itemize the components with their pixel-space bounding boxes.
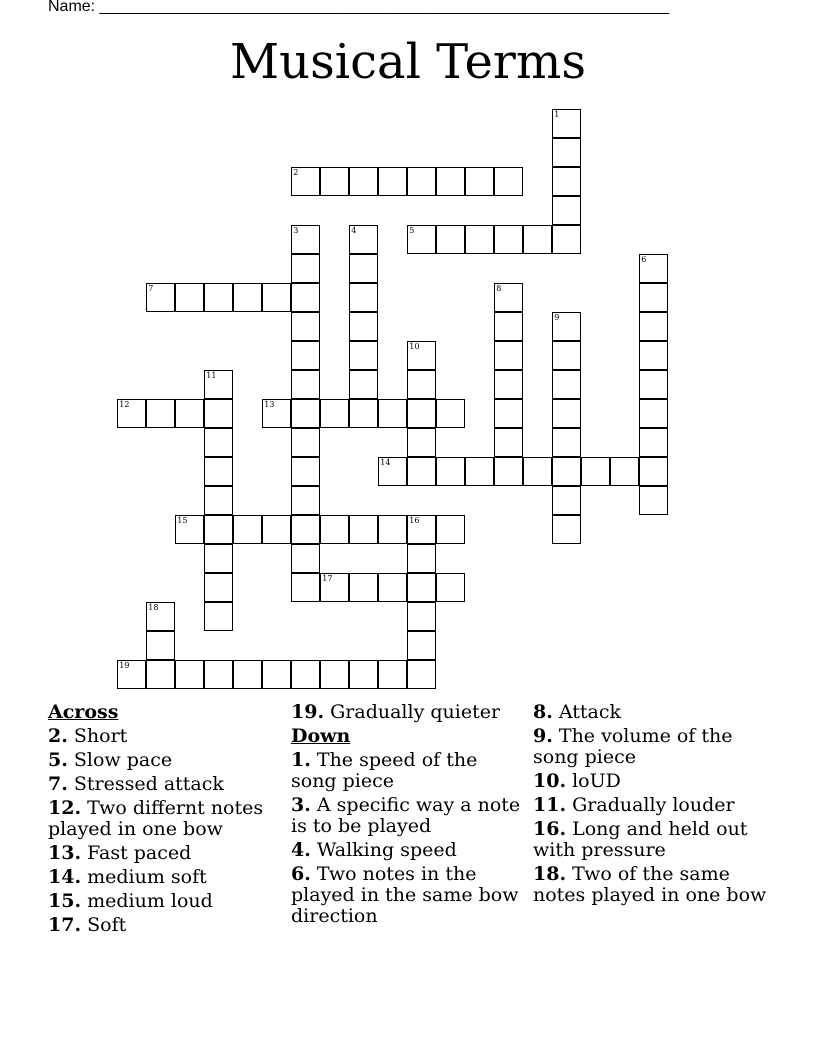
grid-cell[interactable] — [320, 399, 349, 428]
grid-cell[interactable] — [291, 399, 320, 428]
clue-number: 19. — [291, 701, 325, 723]
grid-cell[interactable] — [552, 167, 581, 196]
clue-item — [533, 726, 773, 768]
grid-cell[interactable] — [610, 457, 639, 486]
grid-cell[interactable] — [233, 283, 262, 312]
grid-cell[interactable] — [349, 370, 378, 399]
clue-text: medium loud — [87, 890, 213, 912]
grid-cell[interactable] — [204, 660, 233, 689]
grid-cell[interactable] — [320, 660, 349, 689]
grid-cell[interactable] — [552, 225, 581, 254]
grid-cell[interactable] — [204, 370, 233, 399]
grid-cell[interactable] — [146, 660, 175, 689]
clue-text: Short — [73, 725, 128, 747]
grid-cell[interactable] — [204, 399, 233, 428]
grid-cell[interactable] — [291, 370, 320, 399]
grid-cell[interactable] — [349, 399, 378, 428]
clue-number: 14 — [380, 458, 391, 468]
grid-cell[interactable] — [349, 254, 378, 283]
clue-text: Two differnt notes played in one bow — [48, 797, 264, 840]
clue-text: medium soft — [87, 866, 207, 888]
grid-cell[interactable] — [378, 660, 407, 689]
clue-text: loUD — [572, 770, 621, 792]
grid-cell[interactable] — [436, 225, 465, 254]
grid-cell[interactable] — [204, 573, 233, 602]
clue-text: The volume of the song piece — [533, 725, 733, 768]
grid-cell[interactable] — [639, 341, 668, 370]
grid-cell[interactable] — [407, 515, 436, 544]
grid-cell[interactable] — [465, 457, 494, 486]
clue-item — [533, 795, 773, 816]
clue-item — [533, 819, 773, 861]
grid-cell[interactable] — [407, 341, 436, 370]
clue-number: 3 — [293, 226, 299, 236]
clue-column-1 — [48, 702, 280, 939]
grid-cell[interactable] — [436, 573, 465, 602]
grid-cell[interactable] — [552, 370, 581, 399]
grid-cell[interactable] — [291, 544, 320, 573]
grid-cell[interactable] — [407, 399, 436, 428]
clue-column-2 — [291, 702, 523, 930]
grid-cell[interactable] — [552, 138, 581, 167]
clue-item — [48, 726, 280, 747]
grid-cell[interactable] — [639, 370, 668, 399]
clue-number: 4. — [291, 839, 311, 861]
clue-number: 3. — [291, 794, 311, 816]
clue-number: 15. — [48, 890, 82, 912]
clue-text: Attack — [558, 701, 622, 723]
clue-number: 2. — [48, 725, 68, 747]
clue-item — [48, 843, 280, 864]
grid-cell[interactable] — [378, 457, 407, 486]
grid-cell[interactable] — [233, 515, 262, 544]
grid-cell[interactable] — [581, 457, 610, 486]
grid-cell[interactable] — [291, 573, 320, 602]
grid-cell[interactable] — [552, 486, 581, 515]
grid-cell[interactable] — [349, 167, 378, 196]
clue-text: A specific way a note is to be played — [291, 794, 521, 837]
grid-cell[interactable] — [436, 515, 465, 544]
grid-cell[interactable] — [494, 457, 523, 486]
grid-cell[interactable] — [291, 167, 320, 196]
clue-item — [48, 774, 280, 795]
grid-cell[interactable] — [552, 457, 581, 486]
grid-cell[interactable] — [291, 225, 320, 254]
grid-cell[interactable] — [175, 283, 204, 312]
grid-cell[interactable] — [639, 486, 668, 515]
clue-number: 13. — [48, 842, 82, 864]
clue-number: 11. — [533, 794, 567, 816]
clue-number: 10. — [533, 770, 567, 792]
clue-text: Two of the same notes played in one bow — [533, 863, 767, 906]
grid-cell[interactable] — [494, 312, 523, 341]
grid-cell[interactable] — [407, 167, 436, 196]
grid-cell[interactable] — [291, 660, 320, 689]
grid-cell[interactable] — [436, 167, 465, 196]
grid-cell[interactable] — [436, 399, 465, 428]
grid-cell[interactable] — [378, 573, 407, 602]
clue-number: 9. — [533, 725, 553, 747]
clue-item — [48, 891, 280, 912]
clue-number: 19 — [119, 661, 130, 671]
grid-cell[interactable] — [262, 283, 291, 312]
grid-cell[interactable] — [175, 399, 204, 428]
grid-cell[interactable] — [204, 283, 233, 312]
grid-cell[interactable] — [494, 428, 523, 457]
grid-cell[interactable] — [349, 312, 378, 341]
clue-item — [291, 864, 523, 927]
grid-cell[interactable] — [494, 283, 523, 312]
clue-number: 5 — [409, 226, 415, 236]
clue-number: 11 — [206, 371, 217, 381]
grid-cell[interactable] — [291, 283, 320, 312]
grid-cell[interactable] — [262, 399, 291, 428]
clue-number: 1. — [291, 749, 311, 771]
grid-cell[interactable] — [175, 515, 204, 544]
grid-cell[interactable] — [494, 225, 523, 254]
grid-cell[interactable] — [494, 167, 523, 196]
grid-cell[interactable] — [291, 486, 320, 515]
grid-cell[interactable] — [204, 602, 233, 631]
grid-cell[interactable] — [349, 573, 378, 602]
clue-text: Two notes in the played in the same bow direction — [291, 863, 519, 927]
grid-cell[interactable] — [552, 341, 581, 370]
clue-text: Gradually louder — [572, 794, 735, 816]
clue-number: 12. — [48, 797, 82, 819]
grid-cell[interactable] — [349, 341, 378, 370]
grid-cell[interactable] — [552, 109, 581, 138]
grid-cell[interactable] — [146, 283, 175, 312]
grid-cell[interactable] — [407, 457, 436, 486]
grid-cell[interactable] — [523, 225, 552, 254]
grid-cell[interactable] — [320, 167, 349, 196]
clue-number: 12 — [119, 400, 130, 410]
clue-number: 13 — [264, 400, 275, 410]
grid-cell[interactable] — [349, 660, 378, 689]
grid-cell[interactable] — [146, 399, 175, 428]
grid-cell[interactable] — [291, 428, 320, 457]
grid-cell[interactable] — [494, 341, 523, 370]
grid-cell[interactable] — [378, 399, 407, 428]
clue-number: 14. — [48, 866, 82, 888]
clue-number: 6 — [641, 255, 647, 265]
grid-cell[interactable] — [407, 544, 436, 573]
grid-cell[interactable] — [175, 660, 204, 689]
grid-cell[interactable] — [204, 457, 233, 486]
grid-cell[interactable] — [320, 515, 349, 544]
clue-number: 8 — [496, 284, 502, 294]
grid-cell[interactable] — [407, 573, 436, 602]
grid-cell[interactable] — [204, 544, 233, 573]
grid-cell[interactable] — [291, 341, 320, 370]
clue-item — [48, 750, 280, 771]
clue-item — [291, 795, 523, 837]
grid-cell[interactable] — [523, 457, 552, 486]
clue-item — [291, 750, 523, 792]
grid-cell[interactable] — [117, 660, 146, 689]
clue-item — [48, 798, 280, 840]
grid-cell[interactable] — [407, 428, 436, 457]
clue-item — [533, 771, 773, 792]
grid-cell[interactable] — [204, 428, 233, 457]
clue-text: Soft — [87, 914, 127, 936]
clue-number: 16. — [533, 818, 567, 840]
down-heading: Down — [291, 725, 351, 747]
grid-cell[interactable] — [407, 225, 436, 254]
name-field[interactable]: Name: ________________________________________________________________ — [48, 0, 670, 15]
clue-number: 18. — [533, 863, 567, 885]
grid-cell[interactable] — [378, 167, 407, 196]
clue-number: 10 — [409, 342, 420, 352]
grid-cell[interactable] — [407, 631, 436, 660]
grid-cell[interactable] — [639, 254, 668, 283]
clue-number: 5. — [48, 749, 68, 771]
clue-item — [533, 702, 773, 723]
grid-cell[interactable] — [494, 370, 523, 399]
clue-item — [48, 915, 280, 936]
grid-cell[interactable] — [639, 312, 668, 341]
grid-cell[interactable] — [204, 515, 233, 544]
clue-item — [291, 702, 523, 723]
clue-number: 7 — [148, 284, 154, 294]
grid-cell[interactable] — [349, 515, 378, 544]
grid-cell[interactable] — [320, 573, 349, 602]
grid-cell[interactable] — [552, 196, 581, 225]
grid-cell[interactable] — [436, 457, 465, 486]
clue-text: Slow pace — [73, 749, 173, 771]
grid-cell[interactable] — [349, 283, 378, 312]
clue-number: 17 — [322, 574, 333, 584]
grid-cell[interactable] — [233, 660, 262, 689]
clue-number: 17. — [48, 914, 82, 936]
grid-cell[interactable] — [552, 399, 581, 428]
grid-cell[interactable] — [639, 457, 668, 486]
grid-cell[interactable] — [639, 399, 668, 428]
grid-cell[interactable] — [146, 602, 175, 631]
grid-cell[interactable] — [378, 515, 407, 544]
clue-text: Walking speed — [316, 839, 457, 861]
page-title: Musical Terms — [230, 34, 586, 90]
clue-number: 1 — [554, 110, 560, 120]
grid-cell[interactable] — [494, 399, 523, 428]
clue-item — [48, 867, 280, 888]
clue-number: 7. — [48, 773, 68, 795]
grid-cell[interactable] — [146, 631, 175, 660]
grid-cell[interactable] — [552, 428, 581, 457]
grid-cell[interactable] — [349, 225, 378, 254]
grid-cell[interactable] — [407, 602, 436, 631]
grid-cell[interactable] — [552, 312, 581, 341]
grid-cell[interactable] — [465, 167, 494, 196]
grid-cell[interactable] — [291, 312, 320, 341]
grid-cell[interactable] — [465, 225, 494, 254]
grid-cell[interactable] — [407, 370, 436, 399]
clue-text: Gradually quieter — [330, 701, 501, 723]
grid-cell[interactable] — [204, 486, 233, 515]
clue-number: 4 — [351, 226, 357, 236]
clue-column-3 — [533, 702, 773, 909]
grid-cell[interactable] — [262, 515, 291, 544]
across-heading: Across — [48, 701, 119, 723]
clue-item — [533, 864, 773, 906]
grid-cell[interactable] — [639, 283, 668, 312]
clue-number: 6. — [291, 863, 311, 885]
grid-cell[interactable] — [639, 428, 668, 457]
clue-number: 8. — [533, 701, 553, 723]
clue-text: Stressed attack — [73, 773, 224, 795]
clue-text: The speed of the song piece — [291, 749, 478, 792]
clue-number: 2 — [293, 168, 299, 178]
grid-cell[interactable] — [291, 254, 320, 283]
grid-cell[interactable] — [291, 515, 320, 544]
grid-cell[interactable] — [552, 515, 581, 544]
clue-number: 15 — [177, 516, 188, 526]
grid-cell[interactable] — [117, 399, 146, 428]
clue-item — [291, 840, 523, 861]
grid-cell[interactable] — [291, 457, 320, 486]
clue-text: Fast paced — [87, 842, 192, 864]
grid-cell[interactable] — [262, 660, 291, 689]
clue-number: 9 — [554, 313, 560, 323]
clue-text: Long and held out with pressure — [533, 818, 748, 861]
clue-number: 16 — [409, 516, 420, 526]
grid-cell[interactable] — [407, 660, 436, 689]
clue-number: 18 — [148, 603, 159, 613]
